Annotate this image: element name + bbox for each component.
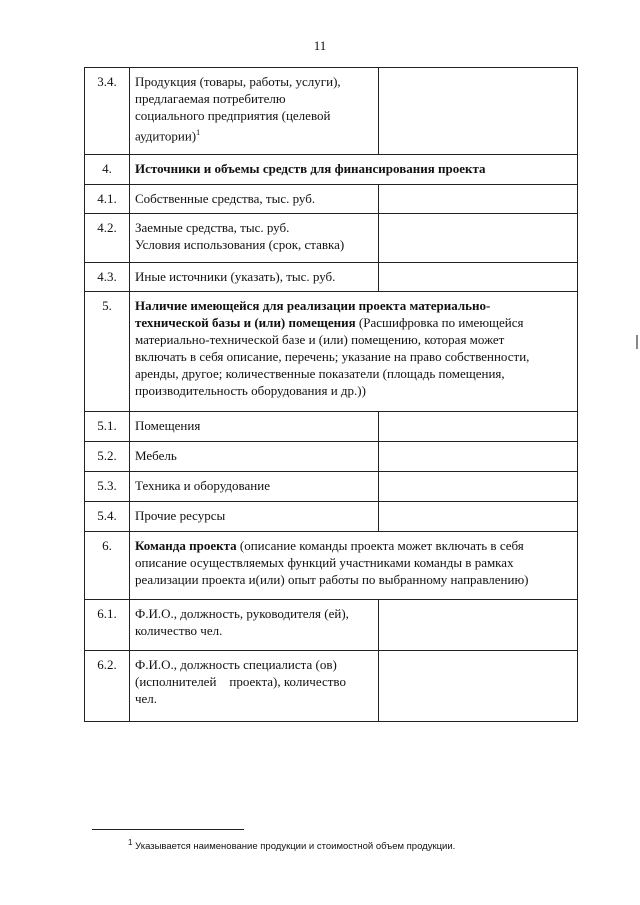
- value-cell[interactable]: [379, 472, 578, 502]
- page-number: 11: [313, 38, 327, 53]
- label-line: аудитории): [135, 128, 197, 144]
- row-number: 5.3.: [85, 472, 130, 502]
- row-label: Мебель: [130, 442, 379, 472]
- row-number: 4.: [85, 155, 130, 185]
- row-number: 5.4.: [85, 502, 130, 532]
- row-number: 6.1.: [85, 600, 130, 651]
- row-number: 4.1.: [85, 185, 130, 214]
- label-line: предлагаемая потребителю: [135, 91, 286, 106]
- label-line: Ф.И.О., должность специалиста (ов): [135, 657, 337, 672]
- row-number: 6.: [85, 532, 130, 600]
- table-row: [85, 532, 578, 600]
- row-label: [130, 214, 379, 263]
- table-row: [85, 651, 578, 722]
- row-label: Прочие ресурсы: [130, 502, 379, 532]
- section-text: описание осуществляемых функций участниками команды в рамках: [135, 555, 514, 570]
- value-cell[interactable]: [379, 412, 578, 442]
- row-number: 3.4.: [85, 68, 130, 155]
- table-row: [85, 214, 578, 263]
- footnote-divider: [92, 829, 244, 830]
- section-text: материально-технической базе и (или) помещению, которая может: [135, 332, 505, 347]
- footnote-text: Указывается наименование продукции и стоимостной объем продукции.: [132, 841, 456, 853]
- table-row: [85, 263, 578, 292]
- label-line: Ф.И.О., должность, руководителя (ей),: [135, 606, 349, 621]
- label-line: (исполнителей проекта), количество: [135, 674, 346, 689]
- section-title: Источники и объемы средств для финансирования проекта: [130, 155, 578, 185]
- section-text: включать в себя описание, перечень; указание на право собственности,: [135, 349, 530, 364]
- value-cell[interactable]: [379, 263, 578, 292]
- value-cell[interactable]: [379, 185, 578, 214]
- value-cell[interactable]: [379, 502, 578, 532]
- section-description: [130, 292, 578, 412]
- table-row: [85, 292, 578, 412]
- row-label: Помещения: [130, 412, 379, 442]
- section-title: технической базы и (или) помещения: [135, 315, 356, 330]
- section-text: производительность оборудования и др.)): [135, 383, 366, 398]
- value-cell[interactable]: [379, 68, 578, 155]
- value-cell[interactable]: [379, 600, 578, 651]
- value-cell[interactable]: [379, 651, 578, 722]
- table-row: [85, 412, 578, 442]
- table-row: [85, 185, 578, 214]
- row-number: 5.2.: [85, 442, 130, 472]
- row-label: [130, 68, 379, 155]
- row-number: 4.3.: [85, 263, 130, 292]
- section-title: Наличие имеющейся для реализации проекта материально-: [135, 298, 491, 313]
- label-line: Заемные средства, тыс. руб.: [135, 220, 290, 235]
- scan-edge-mark: [636, 335, 638, 349]
- value-cell[interactable]: [379, 214, 578, 263]
- footnote: [128, 838, 455, 852]
- row-number: 5.1.: [85, 412, 130, 442]
- row-number: 6.2.: [85, 651, 130, 722]
- table-row: [85, 68, 578, 155]
- row-label: Иные источники (указать), тыс. руб.: [130, 263, 379, 292]
- value-cell[interactable]: [379, 442, 578, 472]
- section-title: Команда проекта: [135, 538, 237, 553]
- footnote-ref: 1: [196, 128, 201, 137]
- project-form-table: [84, 67, 578, 722]
- row-label: Техника и оборудование: [130, 472, 379, 502]
- row-number: 5.: [85, 292, 130, 412]
- label-line: чел.: [135, 691, 158, 706]
- row-label: [130, 651, 379, 722]
- table-row: [85, 472, 578, 502]
- table-row: [85, 442, 578, 472]
- section-text: аренды, другое; количественные показатели (площадь помещения,: [135, 366, 505, 381]
- section-text: (описание команды проекта может включать в себя: [236, 538, 524, 553]
- row-label: [130, 600, 379, 651]
- table-row: [85, 600, 578, 651]
- table-row: [85, 155, 578, 185]
- label-line: Условия использования (срок, ставка): [135, 237, 345, 252]
- footnote-marker: 1: [128, 838, 133, 847]
- section-text: (Расшифровка по имеющейся: [355, 315, 524, 330]
- section-description: [130, 532, 578, 600]
- table-row: [85, 502, 578, 532]
- row-number: 4.2.: [85, 214, 130, 263]
- label-line: социального предприятия (целевой: [135, 108, 331, 123]
- section-text: реализации проекта и(или) опыт работы по выбранному направлению): [135, 572, 529, 587]
- label-line: Продукция (товары, работы, услуги),: [135, 74, 341, 89]
- label-line: количество чел.: [135, 623, 223, 638]
- row-label: Собственные средства, тыс. руб.: [130, 185, 379, 214]
